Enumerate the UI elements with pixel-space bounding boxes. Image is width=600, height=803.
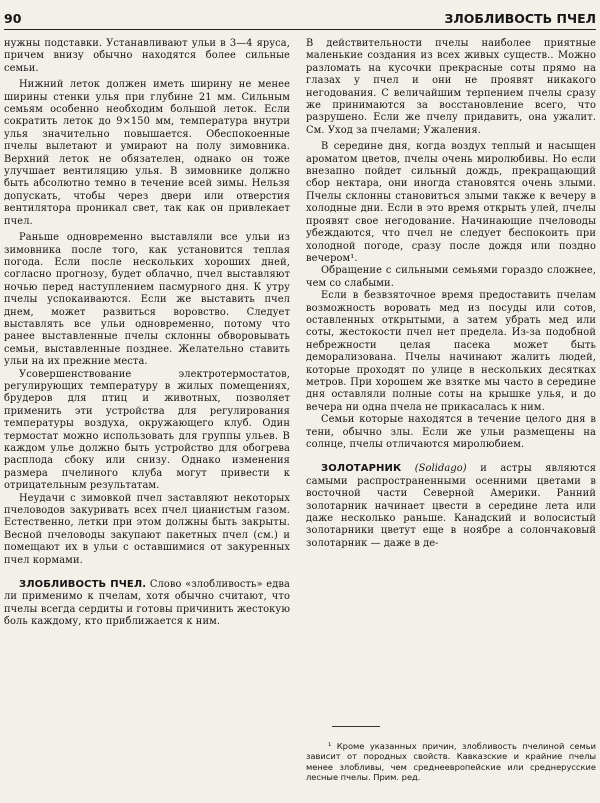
paragraph: Семьи которые находятся в течение целого дня в тени, обычно злы. Если же ульи размещены на солнце, пчелы отличаются миролюбием. [306,414,596,450]
paragraph: Если в безвзяточное время предоставить пчелам возможность воровать мед из посуды или сотов, оставленных открытыми, а затем убрать мед или соты, жестокости пчел нет предела. Из-за подобной небрежности целая пасека может быть деморализована. Пчелы начинают жалить людей, которые проходят по улице в нескольких десятках метров. При хорошем же взятке мы часто в середине дня оставляли полные соты на крышке улья, и до вечера ни одна пчела не прикасалась к ним. [306,290,596,413]
left-column [4,38,290,629]
entry-title: ЗЛОБЛИВОСТЬ ПЧЕЛ. [19,579,147,591]
entry-zloblivost [4,579,290,629]
paragraph: В середине дня, когда воздух теплый и насыщен ароматом цветов, пчелы очень миролюбивы. Но если внезапно пойдет сильный дождь, прекращающий сбор нектара, они иногда становятся очень злыми. Пчелы склонны становиться злыми также к вечеру в холодные дни. Если в это время открыть улей, пчелы проявят свое негодование. Начинающие пчеловоды убеждаются, что пчел не следует беспокоить при холодной погоде, сразу после дождя или поздно вечером¹. [306,141,596,264]
footnote [306,741,596,782]
paragraph: Нижний леток должен иметь ширину не менее ширины стенки улья при глубине 21 мм. Сильным семьям особенно необходим большой леток. Если сократить леток до 9×150 мм, температура внутри улья значительно повышается. Обеспокоенные пчелы вылетают и умирают на полу зимовника. Верхний леток не обязателен, однако он тоже улучшает вентиляцию улья. В зимовнике должно быть абсолютно темно в течение всей зимы. Нельзя допускать, чтобы через двери или отверстия вентилятора проникал свет, так как он привлекает пчел. [4,79,290,227]
entry-zolotarnik [306,463,596,550]
page-number: 90 [4,11,22,26]
page-header [4,6,596,30]
running-title: ЗЛОБЛИВОСТЬ ПЧЕЛ [444,11,596,26]
entry-latin: (Solidago) [414,463,467,475]
paragraph: В действительности пчелы наиболее приятные маленькие создания из всех живых существ.. Можно разломать на кусочки прекрасные соты прямо на глазах у пчел и они не проявят никакого негодования. С величайшим терпением пчелы сразу же принимаются за восстановление всего, что разрушено. Если же пчелу придавить, она ужалит. См. Уход за пчелами; Ужаления. [306,38,596,136]
entry-text: Слово «злобливость» едва ли применимо к пчелам, хотя обычно считают, что пчелы всегда сердиты и готовы причинить жестокую боль каждому, кто приближается к ним. [4,579,290,628]
entry-text: и астры являются самыми распространенными осенними цветами в восточной части Северной Америки. Ранний золотарник начинает цвести в середине лета или даже несколько раньше. Канадский и волосистый золотарники цветут еще в ноябре а солончаковый золотарник — даже в де- [306,463,597,549]
entry-title: ЗОЛОТАРНИК [321,463,402,475]
paragraph: Усовершенствование электротермостатов, регулирующих температуру в жилых помещениях, брудеров для птиц и животных, позволяет применить эти устройства для регулирования температуры воздуха, окружающего клуб. Один термостат можно использовать для группы ульев. В каждом улье должно быть устройство для обогрева расплода сбоку или снизу. Однако изменения размера пчелиного клуба могут привести к отрицательным результатам. [4,368,290,492]
right-column [306,38,596,550]
footnote-text: ¹ Кроме указанных причин, злобливость пчелиной семьи зависит от породных свойств. Кавказские и крайние пчелы менее злобливы, чем среднеевропейские или среднерусские лесные пчелы. Прим. ред. [306,741,596,782]
paragraph: Обращение с сильными семьями гораздо сложнее, чем со слабыми. [306,265,596,289]
paragraph: Раньше одновременно выставляли все ульи из зимовника после того, как установится теплая погода. Если после нескольких хороших дней, согласно прогнозу, будет облачно, пчел выставляют ночью перед наступлением пасмурного дня. К утру пчелы успокаиваются. Если же выставить пчел днем, может развиться воровство. Следует выставлять все ульи одновременно, потому что ранее выставленные пчелы склонны обворовывать семьи, выставленные позднее. Желательно ставить ульи на их прежние места. [4,232,290,368]
paragraph: нужны подставки. Устанавливают ульи в 3—4 яруса, причем внизу обычно находятся более сильные семьи. [4,38,290,74]
paragraph: Неудачи с зимовкой пчел заставляют некоторых пчеловодов закуривать всех пчел цианистым газом. Естественно, летки при этом должны быть закрыты. Весной пчеловоды закупают пакетных пчел (см.) и помещают их в ульи с оставшимися от закуренных пчел кормами. [4,492,290,566]
footnote-rule [332,726,380,727]
